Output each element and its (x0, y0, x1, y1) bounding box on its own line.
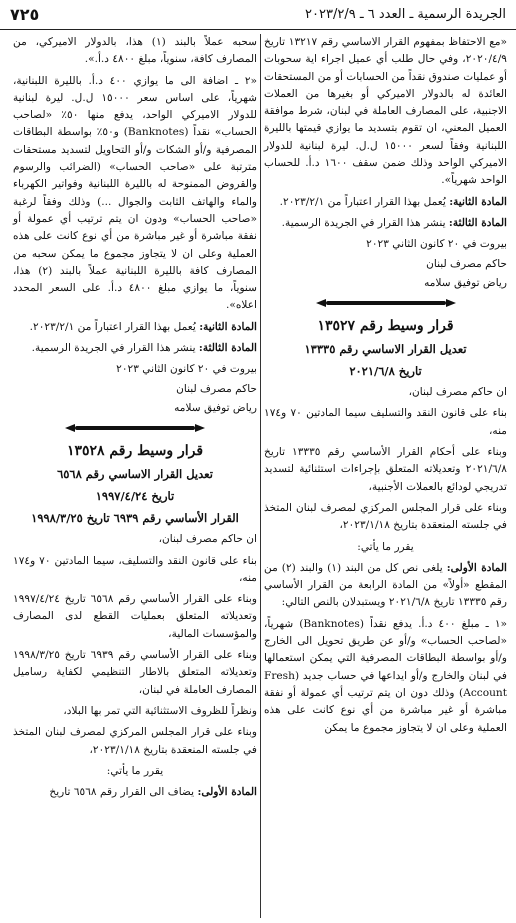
article-2 (264, 194, 507, 211)
left-column (10, 34, 260, 918)
article-text: يلغى نص كل من البند (١) والبند (٢) من المقطع «أولاً» من المادة الرابعة من القرار الأساسي رقم ١٣٣٣٥ تاريخ ٢٠٢١/٦/٨ ويستبدلان بالنص التالي: (264, 561, 507, 609)
right-column (260, 34, 510, 918)
article-3 (13, 340, 257, 357)
signature-title: حاكم مصرف لبنان (426, 257, 507, 270)
article-label: المادة الثانية: (199, 320, 257, 333)
page-number: ٧٢٥ (10, 5, 40, 24)
intro-line: ان حاكم مصرف لبنان، (158, 533, 257, 546)
article-1-body: «١ ـ مبلغ ٤٠٠ د.أ. يدفع نقداً (Banknotes) شهرياً، «لصاحب الحساب» و/أو عن طريق تحويل الى الخارج و/أو بواسطة البطاقات المصرفية التي يمكن استعمالها في لبنان والخارج و/أو ايداعها في حساب جديد (Fresh Account) وذلك دون ان يتم ترتيب أي عمولة أو نفقة مباشرة أو غير مباشرة من أي نوع كانت على هذه العملية وعلى ان لا يتجاوز مجموع ما يمكن (264, 617, 507, 734)
preamble-paragraph: وبناء على أحكام القرار الأساسي رقم ١٣٣٣٥ تاريخ ٢٠٢١/٦/٨ وتعديلاته المتعلق بإجراءات استثنائية لتسديد تدريجي لودائع بالعملات الأجنبية، (264, 446, 507, 493)
preamble-paragraph: وبناء على قرار المجلس المركزي لمصرف لبنان المتخذ في جلسته المنعقدة بتاريخ ٢٠٢٣/١/١٨، (264, 501, 507, 532)
article-label: المادة الأولى: (446, 561, 507, 574)
article-text: ينشر هذا القرار في الجريدة الرسمية. (281, 216, 449, 229)
article-text: ينشر هذا القرار في الجريدة الرسمية. (31, 342, 199, 355)
preamble-paragraph: بناء على قانون النقد والتسليف سيما المادتين ٧٠ و١٧٤ منه، (264, 407, 507, 437)
signature-name: رياض توفيق سلامه (424, 276, 507, 289)
section-divider (13, 419, 257, 437)
decides-line: يقرر ما يأتي: (357, 540, 414, 553)
signature-place-date: بيروت في ٢٠ كانون الثاني ٢٠٢٣ (366, 238, 507, 251)
decision-title: قرار وسيط رقم ١٣٥٢٨ (66, 443, 204, 460)
article-1 (264, 560, 507, 612)
decision-title: قرار وسيط رقم ١٣٥٢٧ (317, 318, 454, 335)
decision-subtitle: تعديل القرار الاساسي رقم ٦٥٦٨ (57, 467, 213, 482)
section-divider (264, 294, 507, 312)
signature-place-date: بيروت في ٢٠ كانون الثاني ٢٠٢٣ (116, 363, 257, 376)
continued-paragraph: سحبه عملاً بالبند (١) هذا، بالدولار الاميركي، من المصارف كافة، سنوياً، مبلغ ٤٨٠٠ د.أ.». (13, 36, 258, 66)
preamble-paragraph: بناء على قانون النقد والتسليف، سيما المادتين ٧٠ و١٧٤ منه، (13, 554, 258, 584)
article-label: المادة الأولى: (197, 786, 257, 799)
signature-title: حاكم مصرف لبنان (176, 382, 257, 395)
article-text: يضاف الى القرار رقم ٦٥٦٨ تاريخ (49, 786, 198, 799)
decision-date: تاريخ ٢٠٢١/٦/٨ (349, 364, 422, 379)
decides-line: يقرر ما يأتي: (106, 764, 164, 777)
intro-line: ان حاكم مصرف لبنان، (408, 386, 507, 399)
columns (6, 34, 510, 918)
page-header (0, 0, 516, 30)
article-3 (264, 215, 507, 232)
decision-base-reference: القرار الأساسي رقم ٦٩٣٩ تاريخ ١٩٩٨/٣/٢٥ (31, 511, 239, 526)
quoted-paragraph: «مع الاحتفاظ بمفهوم القرار الاساسي رقم ١٣٢١٧ تاريخ ٢٠٢٠/٤/٩، وفي حال طلب أي عميل اجراء اية سحوبات أو عمليات صندوق نقداً من الحسابات أو من المستحقات العائدة له بالدولار الاميركي أو بغيرها من العملات الاجنبية، على المصارف العاملة في لبنان، شرط موافقة العميل المعني، ان تقوم بتسديد ما يوازي قيمتها بالليرة اللبنانية وفقاً لسعر ١٥٠٠٠ ل.ل. ليرة لبنانية للدولار الاميركي الواحد وذلك ضمن سقف ١٦٠٠ د.أ. للحساب الواحد شهرياً». (264, 36, 508, 187)
article-label: المادة الثالثة: (198, 342, 257, 355)
article-label: المادة الثالثة: (448, 216, 507, 229)
article-label: المادة الثانية: (449, 195, 507, 208)
preamble-paragraph: وبناء على القرار الأساسي رقم ٦٩٣٩ تاريخ ١٩٩٨/٣/٢٥ وتعديلاته المتعلق بالاطار التنظيمي لكفاية رساميل المصارف العاملة في لبنان، (13, 649, 257, 696)
article-text: يُعمل بهذا القرار اعتباراً من ٢٠٢٣/٢/١. (29, 320, 200, 333)
article-2 (13, 319, 257, 336)
article-text: يُعمل بهذا القرار اعتباراً من ٢٠٢٣/٢/١. (279, 195, 450, 208)
decision-date: تاريخ ١٩٩٧/٤/٢٤ (95, 489, 175, 504)
article-1 (13, 784, 257, 801)
signature-name: رياض توفيق سلامه (174, 401, 257, 414)
preamble-paragraph: وبناء على قرار المجلس المركزي لمصرف لبنان المتخذ في جلسته المنعقدة بتاريخ ٢٠٢٣/١/١٨، (13, 726, 257, 756)
preamble-paragraph: ونظراً للظروف الاستثنائية التي تمر بها البلاد، (63, 704, 257, 717)
item-2-paragraph: «٢ ـ اضافة الى ما يوازي ٤٠٠ د.أ. بالليرة اللبنانية، شهرياً، على اساس سعر ١٥٠٠٠ ل.ل. ليرة لبنانية للدولار الاميركي الواحد، يدفع منها ٥٠٪ «لصاحب الحساب» نقداً (Banknotes) و٥٠٪ بواسطة البطاقات المصرفية و/أو الشكات و/أو التحاويل لتسديد مستحقات مترتبة على «صاحب الحساب» (الضرائب والرسوم والقروض الممنوحة له بالليرة اللبنانية وفواتير الكهرباء والماء والهاتف الثابت والجوال ...) وذلك وفقاً لرغبة «صاحب الحساب» ودون ان يتم ترتيب أي عمولة أو نفقة مباشرة أو غير مباشرة من أي نوع كانت على هذه العملية وعلى ان لا يتجاوز مجموع ما يمكن سحبه من المصارف كافة بالليرة اللبنانية عملاً بالبند (٢) هذا، سنوياً، ما يوازي مبلغ ٤٨٠٠ د.أ. على السعر المحدد اعلاه». (13, 74, 258, 312)
decision-subtitle: تعديل القرار الاساسي رقم ١٣٣٣٥ (304, 342, 467, 357)
gazette-title: الجريدة الرسمية ـ العدد ٦ ـ ٢٠٢٣/٢/٩ (305, 7, 506, 22)
preamble-paragraph: وبناء على القرار الأساسي رقم ٦٥٦٨ تاريخ ١٩٩٧/٤/٢٤ وتعديلاته المتعلق بعمليات القطع لدى المصارف والمؤسسات المالية، (13, 593, 257, 640)
